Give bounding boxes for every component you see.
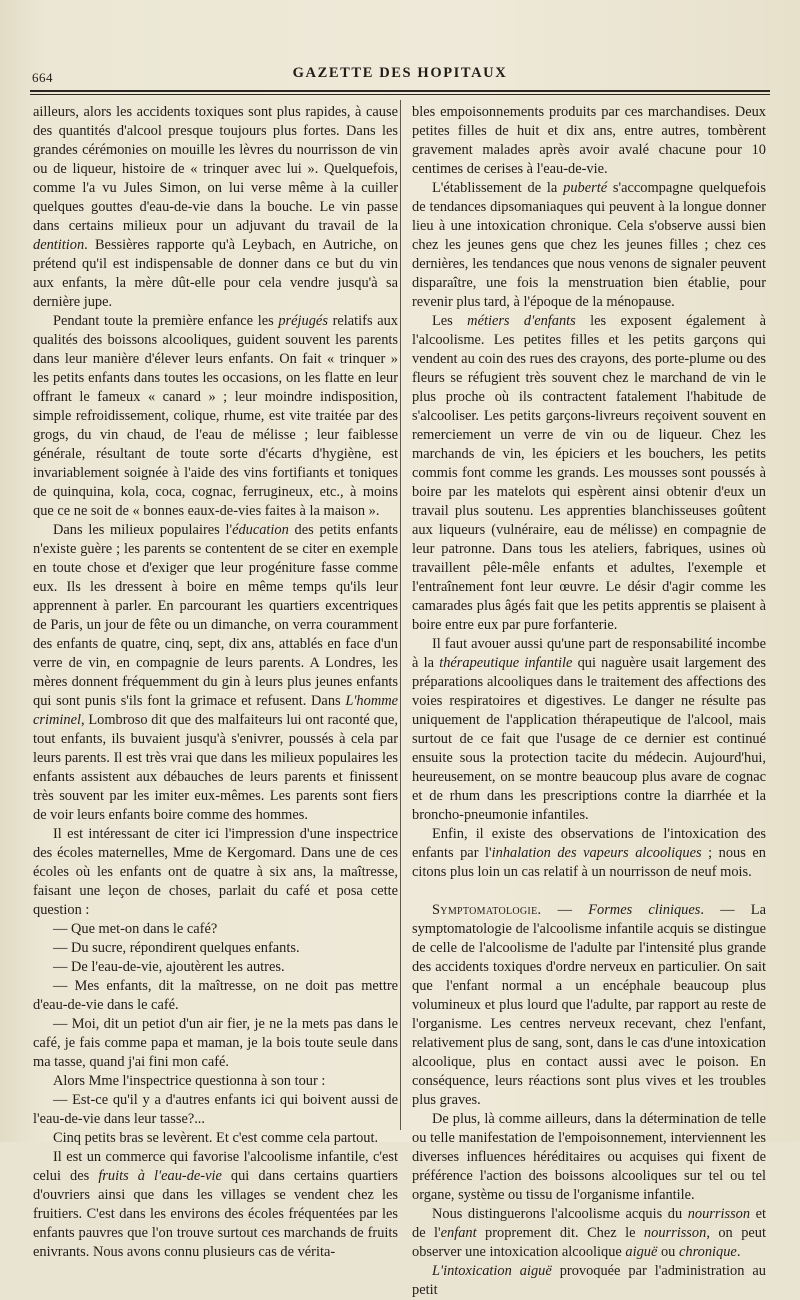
dialogue-line: — Que met-on dans le café? [53,921,218,937]
dialogue-line: — Moi, dit un petiot d'un air fier, je ne la mets pas dans le café, je fais comme papa et maman, je la bois toute seule dans ma tasse, quand j'ai fini mon café. [33,1016,398,1070]
paragraph: Il faut avouer aussi qu'une part de responsabilité incombe à la thérapeutique infantile qui naguère usait largement des préparations alcooliques dans le traitement des affections des voies respiratoires et digestives. Le danger ne résulte pas uniquement de l'application thérapeutique de l'alcool, mais surtout de ce fait que l'usage de ce dernier est continué ensuite sous la protection tacite du médecin. Aujourd'hui, heureusement, on se montre beaucoup plus avare de cognac et de rhum dans les prescriptions contre la diarrhée et la broncho-pneumonie infantiles. [412,636,767,823]
journal-title: GAZETTE DES HOPITAUX [292,65,508,81]
dialogue-line: — Du sucre, répondirent quelques enfants. [53,940,300,956]
section-heading-paragraph: Symptomatologie. — Formes cliniques. — La symptomatologie de l'alcoolisme infantile acquis se distingue de celle de l'alcoolisme de l'adulte par l'intensité plus grande des accidents toxiques d'ordre nerveux en particulier. On sait que l'enfant normal a un encéphale beaucoup plus volumineux et plus lourd que l'adulte, par rapport au reste de l'organisme. Les centres nerveux recevant, chez l'enfant, relativement plus de sang, sont, dans le cas d'une intoxication alcoolique, plus en contact aussi avec le poison. En conséquence, leurs réactions sont plus vives et les troubles plus graves. [412,902,766,1108]
dialogue-line: — De l'eau-de-vie, ajoutèrent les autres. [53,959,285,975]
dialogue-line: — Est-ce qu'il y a d'autres enfants ici qui boivent aussi de l'eau-de-vie dans leur tasse?... [33,1092,398,1127]
page-header [30,60,770,86]
left-column [33,103,398,1262]
paragraph: Les métiers d'enfants les exposent également à l'alcoolisme. Les petites filles et les petits garçons qui vendent au coin des rues des crayons, des porte-plume ou des fleurs se réfugient très souvent chez le marchand de vin le plus proche où ils contractent fatalement l'habitude de s'alcooliser. Les petits garçons-livreurs reçoivent souvent en remerciement un verre de vin ou de liqueur. Chez les marchands de vin, les épiciers et les bouchers, les petits commis font comme les grands. Les mousses sont poussés à boire par les matelots qui espèrent ainsi obtenir d'eux un travail plus soutenu. Les apprenties blanchisseuses goûtent aux liqueurs (vulnéraire, eau de mélisse) en compagnie de leur patronne. Dans tous les ateliers, fabriques, usines où travaillent pêle-mêle enfants et adultes, l'exemple et l'entraînement font leur œuvre. Le désir d'agir comme les camarades plus âgés fait que les petits apprentis se plaisent à boire entre eux par pure forfanterie. [412,313,766,633]
paragraph: Il est un commerce qui favorise l'alcoolisme infantile, c'est celui des fruits à l'eau-de-vie qui dans certains quartiers d'ouvriers ainsi que dans les villages se vendent chez les fruitiers. C'est dans les environs des écoles fréquentées par les enfants pauvres que l'on trouve surtout ces marchands de fruits enivrants. Nous avons connu plusieurs cas de vérita- [33,1149,398,1260]
paragraph: Nous distinguerons l'alcoolisme acquis du nourrisson et de l'enfant proprement dit. Chez le nourrisson, on peut observer une intoxication alcoolique aiguë ou chronique. [412,1206,766,1260]
dialogue-line: Cinq petits bras se levèrent. Et c'est comme cela partout. [53,1130,379,1146]
column-divider [400,100,401,1130]
page-number: 664 [32,70,53,85]
paragraph: De plus, là comme ailleurs, dans la détermination de telle ou telle manifestation de l'empoisonnement, interviennent les diverses influences héréditaires ou acquises qui fixent de préférence l'action des boissons alcooliques sur tel ou tel organe, système ou tissu de l'organisme infantile. [412,1111,766,1203]
paragraph: L'établissement de la puberté s'accompagne quelquefois de tendances dipsomaniaques qui peuvent à la longue donner lieu à une intoxication chronique. Cela s'observe aussi bien chez les jeunes gens que chez les jeunes filles ; chez ces dernières, les tendances que nous venons de signaler peuvent disparaître, une fois la menstruation bien établie, pour revenir plus tard, à l'époque de la ménopause. [412,180,766,310]
section-heading: Symptomatologie. [432,902,542,918]
paragraph: bles empoisonnements produits par ces marchandises. Deux petites filles de huit et dix ans, entre autres, tombèrent gravement malades après avoir avalé chacune pour 10 centimes de cerises à l'eau-de-vie. [412,104,766,177]
header-rule-thick [30,90,770,92]
paragraph: Dans les milieux populaires l'éducation des petits enfants n'existe guère ; les parents se contentent de se citer en exemple en toute chose et d'exiger que leur progéniture fasse comme eux. Ils les dressent à boire en même temps qu'ils leur apprennent à parler. En parcourant les quartiers excentriques de Paris, un jour de fête ou un dimanche, on verra couramment des enfants de quatre, cinq, sept, dix ans, attablés en face d'un verre de vin, en compagnie de leurs parents. A Londres, les mères donnent fréquemment du gin à leurs plus jeunes enfants qui sont punis s'ils font la grimace et refusent. Dans L'homme criminel, Lombroso dit que des malfaiteurs lui ont raconté que, tout enfants, ils buvaient jusqu'à s'enivrer, poussés à cela par leurs parents. Il est très vrai que dans les milieux populaires les enfants assistent aux débauches de leurs parents et finissent très souvent par les imiter eux-mêmes. Les parents sont fiers de voir leurs enfants boire comme des hommes. [33,522,398,823]
right-column [412,103,766,1300]
header-rule-thin [30,94,770,95]
paragraph: Il est intéressant de citer ici l'impression d'une inspectrice des écoles maternelles, Mme de Kergomard. Dans une de ces écoles où les enfants ont de quatre à six ans, la maîtresse, faisant une leçon de choses, parlait du café et posa cette question : [33,826,398,918]
dialogue-line: Alors Mme l'inspectrice questionna à son tour : [53,1073,326,1089]
paragraph: Enfin, il existe des observations de l'intoxication des enfants par l'inhalation des vapeurs alcooliques ; nous en citons plus loin un cas relatif à un nourrisson de neuf mois. [412,826,766,880]
paragraph: L'intoxication aiguë provoquée par l'administration au petit [412,1263,766,1298]
dialogue-line: — Mes enfants, dit la maîtresse, on ne doit pas mettre d'eau-de-vie dans le café. [33,978,398,1013]
paragraph: Pendant toute la première enfance les préjugés relatifs aux qualités des boissons alcooliques, guident souvent les parents dans leur manière d'élever leurs enfants. On fait « trinquer » les petits enfants dans toutes les occasions, on les flatte en leur offrant le fameux « canard » ; leur moindre indisposition, simple refroidissement, colique, rhume, est vite traitée par des grogs, du vin chaud, de l'eau de mélisse ; leur faiblesse générale, résultant de toute sorte d'écarts d'hygiène, est invariablement soignée à l'aide des vins fortifiants et toniques de quinquina, kola, coca, cognac, ferrugineux, etc., à moins que ce ne soit de « bonnes eaux-de-vies faites à la maison ». [33,313,398,519]
paragraph: ailleurs, alors les accidents toxiques sont plus rapides, à cause des quantités d'alcool presque toujours plus fortes. Dans les grandes cérémonies on mouille les lèvres du nourrisson de vin ou de liqueur, histoire de « trinquer avec lui ». Quelquefois, comme l'a vu Jules Simon, on lui verse même à la cuiller quelques gouttes d'eau-de-vie dans la bouche. Le vin passe dans certains milieux pour un adjuvant du travail de la dentition. Bessières rapporte qu'à Leybach, en Autriche, on prétend qu'il est indispensable de donner dans ce but du vin aux enfants, la mère dût-elle pour cela vendre jusqu'à sa dernière jupe. [33,104,398,310]
